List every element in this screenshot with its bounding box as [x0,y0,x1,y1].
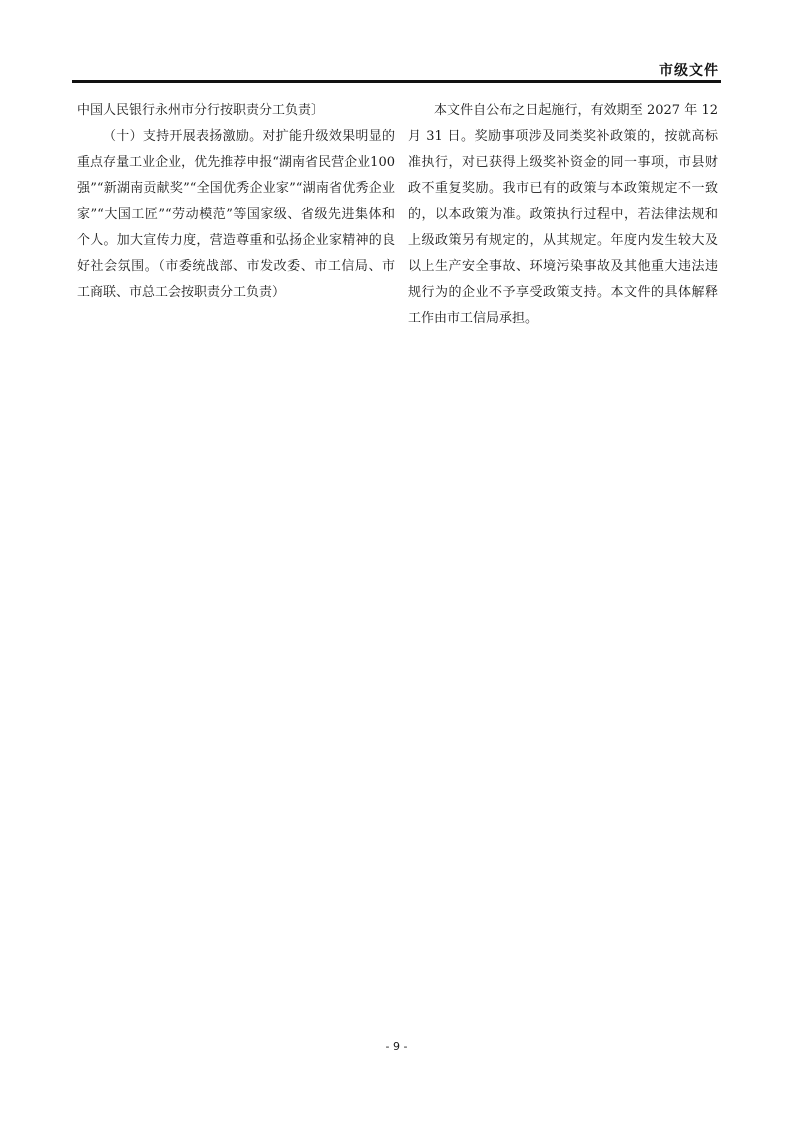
header-title: 市级文件 [659,63,719,79]
left-column [77,98,395,306]
left-paragraph-10: （十）支持开展表扬激励。对扩能升级效果明显的重点存量工业企业，优先推荐申报“湖南省民营企业100强”“新湖南贡献奖”“全国优秀企业家”“湖南省优秀企业家”“大国工匠”“劳动模范”等国家级、省级先进集体和个人。加大宣传力度，营造尊重和弘扬企业家精神的良好社会氛围。（市委统战部、市发改委、市工信局、市工商联、市总工会按职责分工负责） [77,129,395,300]
right-paragraph: 本文件自公布之日起施行，有效期至 2027 年 12 月 31 日。奖励事项涉及同类奖补政策的，按就高标准执行，对已获得上级奖补资金的同一事项，市县财政不重复奖励。我市已有的政策与本政策规定不一致的，以本政策为准。政策执行过程中，若法律法规和上级政策另有规定的，从其规定。年度内发生较大及以上生产安全事故、环境污染事故及其他重大违法违规行为的企业不予享受政策支持。本文件的具体解释工作由市工信局承担。 [408,103,718,326]
page-number: - 9 - [385,1040,408,1053]
left-continuation-line: 中国人民银行永州市分行按职责分工负责〕 [77,103,325,118]
right-column [408,98,718,332]
header-divider [72,80,721,83]
